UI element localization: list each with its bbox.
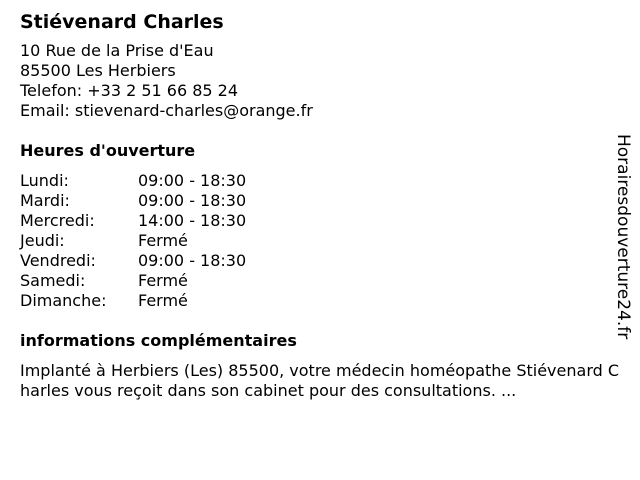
hours-day: Samedi: [20, 271, 86, 290]
hours-time: 09:00 - 18:30 [138, 171, 247, 190]
hours-day: Lundi: [20, 171, 69, 190]
hours-day: Dimanche: [20, 291, 107, 310]
hours-day: Vendredi: [20, 251, 96, 270]
hours-row-friday [20, 251, 610, 271]
hours-time: 09:00 - 18:30 [138, 251, 247, 270]
business-card [20, 9, 620, 401]
hours-time: 14:00 - 18:30 [138, 211, 247, 230]
hours-time: Fermé [138, 271, 188, 290]
email-text: Email: stievenard-charles@orange.fr [20, 101, 313, 120]
address-line-2: 85500 Les Herbiers [20, 61, 176, 80]
additional-info-text: Implanté à Herbiers (Les) 85500, votre médecin homéopathe Stiévenard Charles vous reçoit dans son cabinet pour des consultations. ... [20, 361, 620, 400]
hours-row-saturday [20, 271, 610, 291]
additional-info-heading: informations complémentaires [20, 331, 297, 350]
site-brand-vertical: Horairesdouverture24.fr [613, 134, 633, 340]
phone-text: Telefon: +33 2 51 66 85 24 [20, 81, 239, 100]
address-line-1: 10 Rue de la Prise d'Eau [20, 41, 214, 60]
hours-row-thursday [20, 231, 610, 251]
hours-row-tuesday [20, 191, 610, 211]
hours-day: Mardi: [20, 191, 70, 210]
hours-day: Mercredi: [20, 211, 95, 230]
hours-time: 09:00 - 18:30 [138, 191, 247, 210]
business-name: Stiévenard Charles [20, 11, 224, 33]
hours-day: Jeudi: [20, 231, 65, 250]
hours-row-sunday [20, 291, 610, 311]
opening-hours-heading: Heures d'ouverture [20, 141, 196, 160]
hours-row-monday [20, 171, 610, 191]
hours-time: Fermé [138, 231, 188, 250]
hours-row-wednesday [20, 211, 610, 231]
hours-time: Fermé [138, 291, 188, 310]
